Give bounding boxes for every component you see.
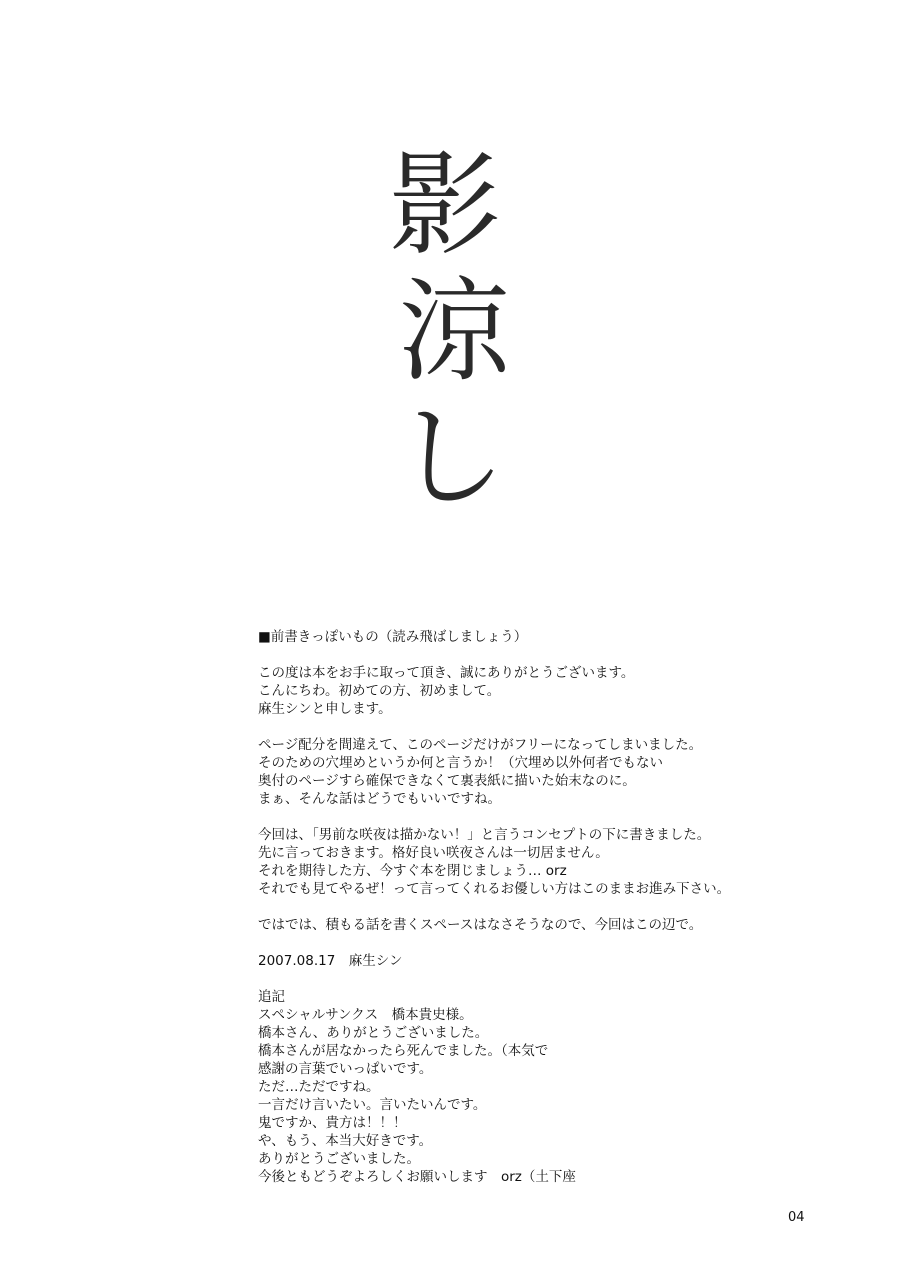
title-logo <box>370 141 520 528</box>
title-char: 涼 <box>398 267 510 397</box>
text-line: そのための穴埋めというか何と言うか！（穴埋め以外何者でもない <box>258 755 663 771</box>
signature-date: 2007.08.17 麻生シン <box>258 953 403 969</box>
text-line: 鬼ですか、貴方は！！！ <box>258 1115 407 1131</box>
title-char: し <box>394 393 506 523</box>
text-line: ありがとうございました。 <box>258 1151 420 1167</box>
text-line: ページ配分を間違えて、このページだけがフリーになってしまいました。 <box>258 737 703 753</box>
text-line: それを期待した方、今すぐ本を閉じましょう… orz <box>258 863 567 879</box>
afterword-text <box>258 628 818 1186</box>
text-line: こんにちわ。初めての方、初めまして。 <box>258 683 501 699</box>
text-line: や、もう、本当大好きです。 <box>258 1133 433 1149</box>
text-line: 奥付のページすら確保できなくて裏表紙に描いた始末なのに。 <box>258 773 636 789</box>
page-number: 04 <box>788 1210 805 1225</box>
text-line: 今回は、「男前な咲夜は描かない！」と言うコンセプトの下に書きました。 <box>258 827 711 843</box>
text-line: 橋本さん、ありがとうございました。 <box>258 1025 489 1041</box>
text-line: 橋本さんが居なかったら死んでました。（本気で <box>258 1043 549 1059</box>
postscript-heading: 追記 <box>258 989 285 1005</box>
text-line: 感謝の言葉でいっぱいです。 <box>258 1061 433 1077</box>
text-line: スペシャルサンクス 橋本貴史様。 <box>258 1007 473 1023</box>
text-line: 今後ともどうぞよろしくお願いします orz（土下座 <box>258 1169 576 1185</box>
text-line: それでも見てやるぜ！って言ってくれるお優しい方はこのままお進み下さい。 <box>258 881 731 897</box>
text-line: ではでは、積もる話を書くスペースはなさそうなので、今回はこの辺で。 <box>258 917 703 933</box>
text-line: 麻生シンと申します。 <box>258 701 392 717</box>
afterword-heading: ■前書きっぽいもの（読み飛ばしましょう） <box>258 629 528 645</box>
text-line: 一言だけ言いたい。言いたいんです。 <box>258 1097 487 1113</box>
text-line: この度は本をお手に取って頂き、誠にありがとうございます。 <box>258 665 635 681</box>
title-char: 影 <box>389 141 501 271</box>
text-line: ただ…ただですね。 <box>258 1079 380 1095</box>
text-line: 先に言っておきます。格好良い咲夜さんは一切居ません。 <box>258 845 609 861</box>
text-line: まぁ、そんな話はどうでもいいですね。 <box>258 791 501 807</box>
